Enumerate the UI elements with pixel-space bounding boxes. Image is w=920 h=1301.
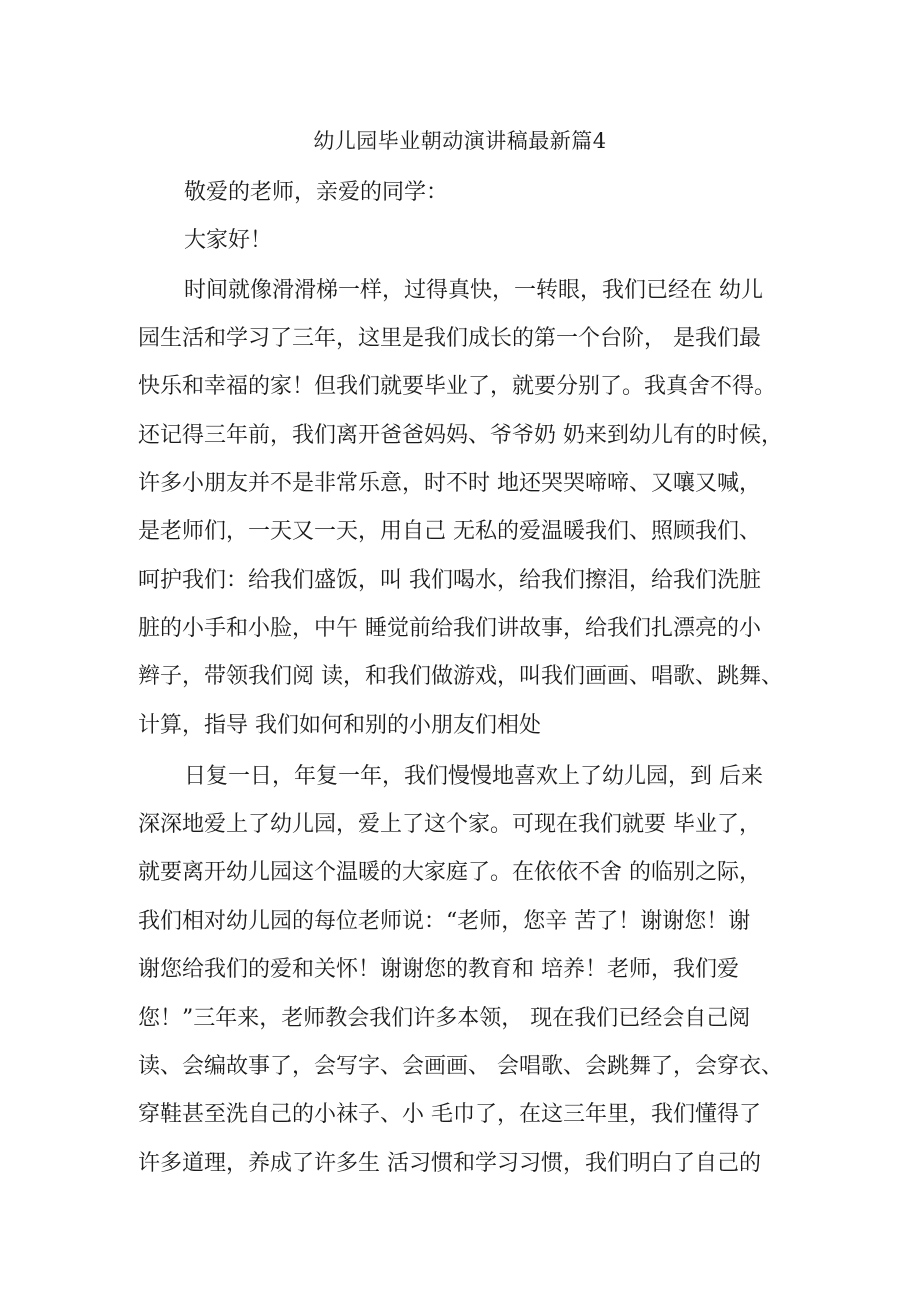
hello-line: 大家好！ [184,228,273,253]
paragraph-line: 呵护我们：给我们盛饭，叫 我们喝水，给我们擦泪，给我们洗脏 [138,568,761,593]
paragraph-line: 您！”三年来，老师教会我们许多本领， 现在我们已经会自己阅 [138,1006,751,1031]
paragraph-line: 深深地爱上了幼儿园，爱上了这个家。可现在我们就要 毕业了， [138,812,761,837]
paragraph-line: 就要离开幼儿园这个温暖的大家庭了。在依依不舍 的临别之际， [138,860,761,885]
document-title: 幼儿园毕业朝动演讲稿最新篇4 [313,129,607,153]
paragraph-line: 谢您给我们的爱和关怀！谢谢您的教育和 培养！老师，我们爱 [138,957,739,982]
paragraph-line: 计算，指导 我们如何和别的小朋友们相处 [138,713,541,738]
paragraph-line: 脏的小手和小脸，中午 睡觉前给我们讲故事，给我们扎漂亮的小 [138,616,761,641]
paragraph-line: 日复一日，年复一年，我们慢慢地喜欢上了幼儿园，到 后来 [184,764,763,789]
paragraph-line: 快乐和幸福的家！但我们就要毕业了，就要分别了。我真舍不得。 [138,374,777,399]
paragraph-line: 读、会编故事了，会写字、会画画、 会唱歌、会跳舞了，会穿衣、 [138,1054,783,1079]
paragraph-line: 是老师们，一天又一天，用自己 无私的爱温暖我们、照顾我们、 [138,519,761,544]
greeting-line: 敬爱的老师，亲爱的同学： [184,180,449,205]
paragraph-line: 时间就像滑滑梯一样，过得真快，一转眼，我们已经在 幼儿 [184,278,763,303]
paragraph-line: 还记得三年前，我们离开爸爸妈妈、爷爷奶 奶来到幼儿有的时候， [138,423,783,448]
paragraph-line: 穿鞋甚至洗自己的小袜子、小 毛巾了，在这三年里，我们懂得了 [138,1102,761,1127]
paragraph-line: 我们相对幼儿园的每位老师说：“老师，您辛 苦了！谢谢您！谢 [138,909,751,934]
paragraph-line: 许多小朋友并不是非常乐意，时不时 地还哭哭啼啼、又嚷又喊， [138,471,761,496]
paragraph-line: 园生活和学习了三年，这里是我们成长的第一个台阶， 是我们最 [138,326,761,351]
paragraph-line: 许多道理，养成了许多生 活习惯和学习习惯，我们明白了自己的 [138,1151,761,1176]
paragraph-line: 辫子，带领我们阅 读，和我们做游戏，叫我们画画、唱歌、跳舞、 [138,664,783,689]
